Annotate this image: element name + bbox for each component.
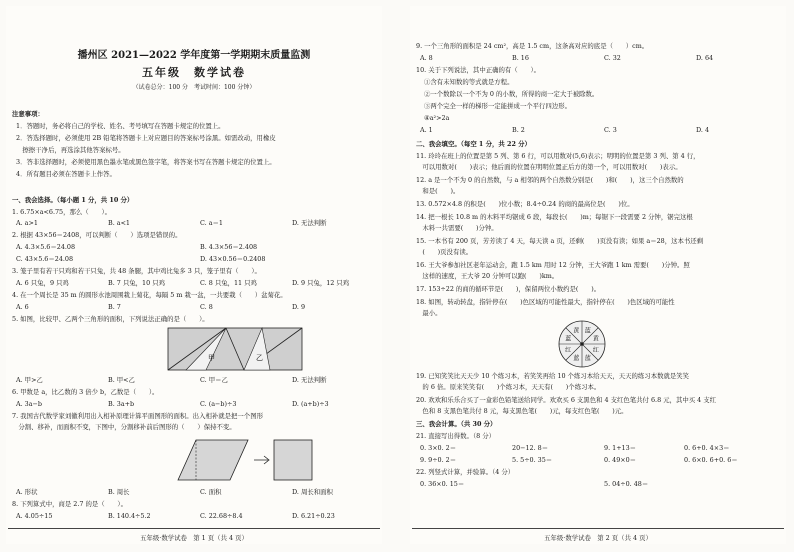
calc-item: 20−12. 8＝ (512, 444, 549, 452)
option: C. 8 只兔，11 只鸡 (200, 279, 257, 287)
options-row (16, 243, 378, 252)
calc-item: 0. 36×0. 15＝ (420, 480, 465, 488)
fill-line: 的 6 倍。原来笑笑有( )个练习本，天天有( )个练习本。 (416, 383, 601, 391)
fill-line: 17. 153÷22 的商的循环节是( )，保留两位小数约是( )。 (416, 285, 601, 293)
question-stem: 10. 关于下列说法，其中正确的有（ ）。 (416, 66, 541, 74)
options-row (420, 54, 782, 63)
sector-label: 蓝 (584, 355, 591, 363)
footer-divider (8, 528, 380, 529)
question-22-title: 22. 列竖式计算，并验算。（4 分） (416, 468, 515, 476)
statement: ④a²>2a (424, 114, 450, 122)
option: A. 1 (420, 126, 433, 134)
fill-line: 14. 把一根长 10.8 m 的木料平均锯成 6 段，每段长( )m；每锯下一段需要 2 分钟，锯完这根 (416, 213, 693, 221)
question-stem: 8. 下列算式中，商是 2.7 的是（ ）。 (12, 500, 128, 508)
option: B. 140.4÷5.2 (108, 512, 151, 520)
fill-line: 20. 欢欢和乐乐合买了一盒彩色铅笔送给同学。欢欢买 6 支黑色和 4 支红色笔共付 6.8 元，其中买 4 支红 (416, 396, 717, 404)
notice-line: 2．答选择题时，必须使用 2B 铅笔将答题卡上对应题目的答案标号涂黑。如需改动，用橡皮 (16, 134, 276, 142)
statement: ③两个完全一样的梯形一定能拼成一个平行四边形。 (424, 102, 571, 110)
option: D. 64 (696, 54, 714, 62)
calc-item: 0. 6×0. 6+0. 6＝ (684, 456, 738, 464)
spinner-pointer-hub (580, 342, 584, 346)
exam-page-2 (410, 6, 786, 544)
notice-line: 1．答题时，务必将自己的学校、姓名、考号填写在答题卡规定的位置上。 (16, 122, 225, 130)
exam-note: （试卷总分：100 分 考试时间：100 分钟） (132, 84, 256, 91)
option: C. 43×5.6＝24.08 (16, 255, 74, 263)
option: A. 6 (16, 303, 29, 311)
option: B. 2 (512, 126, 525, 134)
option: A. 甲>乙 (16, 376, 43, 384)
fill-line: 最小。 (416, 309, 442, 317)
page-footer: 五年级·数学试卷 第 2 页（共 4 页） (544, 534, 652, 542)
option: B. a<1 (108, 219, 130, 227)
option: C. (a−b)÷3 (200, 400, 237, 408)
options-row (16, 219, 378, 228)
question-stem: 4. 在一个周长是 35 m 的圆形水池周围栽上菊花，每隔 5 m 栽一盆，一共要栽（ ）盆菊花。 (12, 291, 287, 299)
page-footer: 五年级·数学试卷 第 1 页（共 4 页） (140, 534, 248, 542)
option: B. 16 (512, 54, 529, 62)
question-stem: 5. 如图，比较甲、乙两个三角形的面积，下列说法正确的是（ ）。 (12, 315, 209, 323)
calc-item: 5. 04÷0. 48＝ (604, 480, 649, 488)
option: B. 周长 (108, 488, 130, 496)
option: A. 形状 (16, 488, 38, 496)
calc-item: 0. 6+0. 4×3＝ (684, 444, 730, 452)
calc-item: 0. 3×0. 2＝ (420, 444, 457, 452)
question-stem: 9. 一个三角形的面积是 24 cm²，高是 1.5 cm，这条高对应的底是（ ）cm。 (416, 42, 649, 50)
calc-item: 0. 49×0＝ (604, 456, 637, 464)
option: D. 6.21÷0.23 (292, 512, 335, 520)
footer-divider (412, 528, 784, 529)
option: C. 8 (200, 303, 213, 311)
fill-line: 13. 0.572×4.8 的积是( )位小数；8.4÷0.24 的商的最高位是( )位。 (416, 200, 634, 208)
option: C. a＝1 (200, 219, 223, 227)
options-row (16, 400, 378, 409)
spinner-wheel (559, 321, 605, 367)
options-row (16, 512, 378, 521)
options-row (420, 126, 782, 135)
question-stem: 分割、移补，而面积不变，下图中，分割移补前后图形的（ ）保持不变。 (12, 423, 236, 431)
option: D. 9 (292, 303, 306, 311)
figure-label-jia: 甲 (208, 354, 215, 362)
figure-label-yi: 乙 (256, 354, 263, 362)
fill-line: 19. 已知笑笑比天天少 10 个练习本，若笑笑再给 10 个练习本给天天，天天的练习本数就是笑笑 (416, 372, 690, 380)
calc-item: 9. 9÷0. 2＝ (420, 456, 457, 464)
question-21-title: 21. 直接写出得数。（8 分） (416, 432, 495, 440)
option: D. 周长和面积 (292, 488, 333, 496)
options-row (16, 279, 378, 288)
spinner-wheel-figure (556, 318, 608, 370)
option: D. 4 (696, 126, 710, 134)
question-stem: 1. 6.75×a<6.75，那么（ ）。 (12, 208, 112, 216)
exam-subtitle: 五年级 数学试卷 (142, 66, 246, 79)
fill-line: 12. a 是一个不为 0 的自然数，与 a 相邻的两个自然数分别是( )和( )，这三个自然数的 (416, 176, 684, 184)
triangle-comparison-figure (166, 326, 306, 372)
exam-page-1 (6, 6, 382, 544)
options-row (16, 376, 378, 385)
notice-line: 3．答非选择题时，必须使用黑色墨水笔或黑色签字笔，将答案书写在答题卡规定的位置上。 (16, 158, 276, 166)
fill-line: 这样的速度，王大爷 20 分钟可以跑( )km。 (416, 272, 559, 280)
statement: ②一个数除以一个不为 0 的小数，所得的商一定大于被除数。 (424, 90, 599, 98)
fill-line: ( )页没有读。 (416, 248, 473, 256)
options-row (16, 303, 378, 312)
question-stem: 2. 根据 43×56＝2408，可以判断（ ）选项是错误的。 (12, 231, 182, 239)
notice-title: 注意事项： (12, 110, 44, 118)
sector-label: 黄 (592, 335, 599, 343)
options-row (16, 255, 378, 264)
option: A. 3a−b (16, 400, 42, 408)
statement: ①含有未知数的等式就是方程。 (424, 78, 514, 86)
option: B. 甲<乙 (108, 376, 135, 384)
notice-line: 4．所有题目必须在答题卡上作答。 (16, 170, 116, 178)
sector-label: 红 (592, 346, 599, 354)
option: C. 22.68÷8.4 (200, 512, 243, 520)
calc-row (420, 480, 782, 489)
option: D. 无法判断 (292, 219, 327, 227)
section-2-title: 二、我会填空。（每空 1 分，共 22 分） (416, 140, 531, 148)
option: D. (a+b)÷3 (292, 400, 329, 408)
section-3-title: 三、我会计算。（共 30 分） (416, 420, 497, 428)
option: A. a>1 (16, 219, 38, 227)
fill-line: 和是( )。 (416, 187, 460, 195)
question-stem: 6. 甲数是 a，比乙数的 3 倍少 b，乙数是（ ）。 (12, 388, 159, 396)
option: D. 9 只兔，12 只鸡 (292, 279, 350, 287)
notice-line: 擦擦干净后，再选涂其他答案标号。 (16, 146, 125, 154)
option: C. 面积 (200, 488, 222, 496)
question-stem: 7. 我国古代数学家刘徽利用出入相补原理计算平面图形的面积。出入相补就是把一个图形 (12, 412, 263, 420)
sector-label: 黄 (573, 327, 580, 335)
section-1-title: 一、我会选择。（每小题 1 分，共 10 分） (12, 196, 134, 204)
fill-line: 18. 如图，转动转盘，指针停在( )色区域的可能性最大，指针停在( )色区域的可能性 (416, 298, 675, 306)
fill-line: 色和 8 支黑色笔共付 8 元，每支黑色笔( )元，每支红色笔( )元。 (416, 407, 628, 415)
option: B. 4.3×56＝2.408 (200, 243, 258, 251)
fill-line: 木料一共需要( )分钟。 (416, 224, 498, 232)
sector-label: 红 (565, 346, 572, 354)
option: C. 3 (604, 126, 617, 134)
cut-and-move-figure (156, 434, 316, 484)
option: D. 43×0.56＝0.2408 (200, 255, 266, 263)
fill-line: 11. 玲玲在班上的位置是第 5 列、第 6 行，可以用数对(5,6)表示；明明的位置是第 3 列、第 4 行， (416, 152, 700, 160)
calc-item: 5. 5÷0. 35＝ (512, 456, 553, 464)
option: B. 7 (108, 303, 121, 311)
option: A. 8 (420, 54, 433, 62)
sector-label: 蓝 (573, 355, 580, 363)
option: B. 7 只兔，10 只鸡 (108, 279, 165, 287)
option: C. 甲＝乙 (200, 376, 228, 384)
fill-line: 可以用数对( )表示；他后面的位置在明明位置正后方的第一个，可以用数对( )表示。 (416, 163, 682, 171)
exam-title: 播州区 2021—2022 学年度第一学期期末质量监测 (77, 50, 311, 61)
calc-row (420, 456, 782, 465)
calc-row (420, 444, 782, 453)
option: B. 3a+b (108, 400, 135, 408)
option: C. 32 (604, 54, 621, 62)
options-row (16, 488, 378, 497)
sector-label: 蓝 (584, 327, 591, 335)
fill-line: 16. 王大爷参加社区老年运动会，跑 1.5 km 用时 12 分钟，王大爷跑 1 km 需要( )分钟。照 (416, 261, 690, 269)
option: D. 无法判断 (292, 376, 327, 384)
fill-line: 15. 一本书有 200 页，芳芳读了 4 天，每天读 a 页，还剩( )页没有读；如果 a＝28，这本书还剩 (416, 237, 704, 245)
sector-label: 蓝 (565, 335, 572, 343)
option: A. 4.05÷15 (16, 512, 53, 520)
option: A. 6 只兔，9 只鸡 (16, 279, 69, 287)
question-stem: 3. 笼子里有若干只鸡和若干只兔，共 48 条腿，其中鸡比兔多 3 只，笼子里有（ ）。 (12, 267, 261, 275)
option: A. 4.3×5.6＝24.08 (16, 243, 76, 251)
calc-item: 9. 1+13＝ (604, 444, 637, 452)
